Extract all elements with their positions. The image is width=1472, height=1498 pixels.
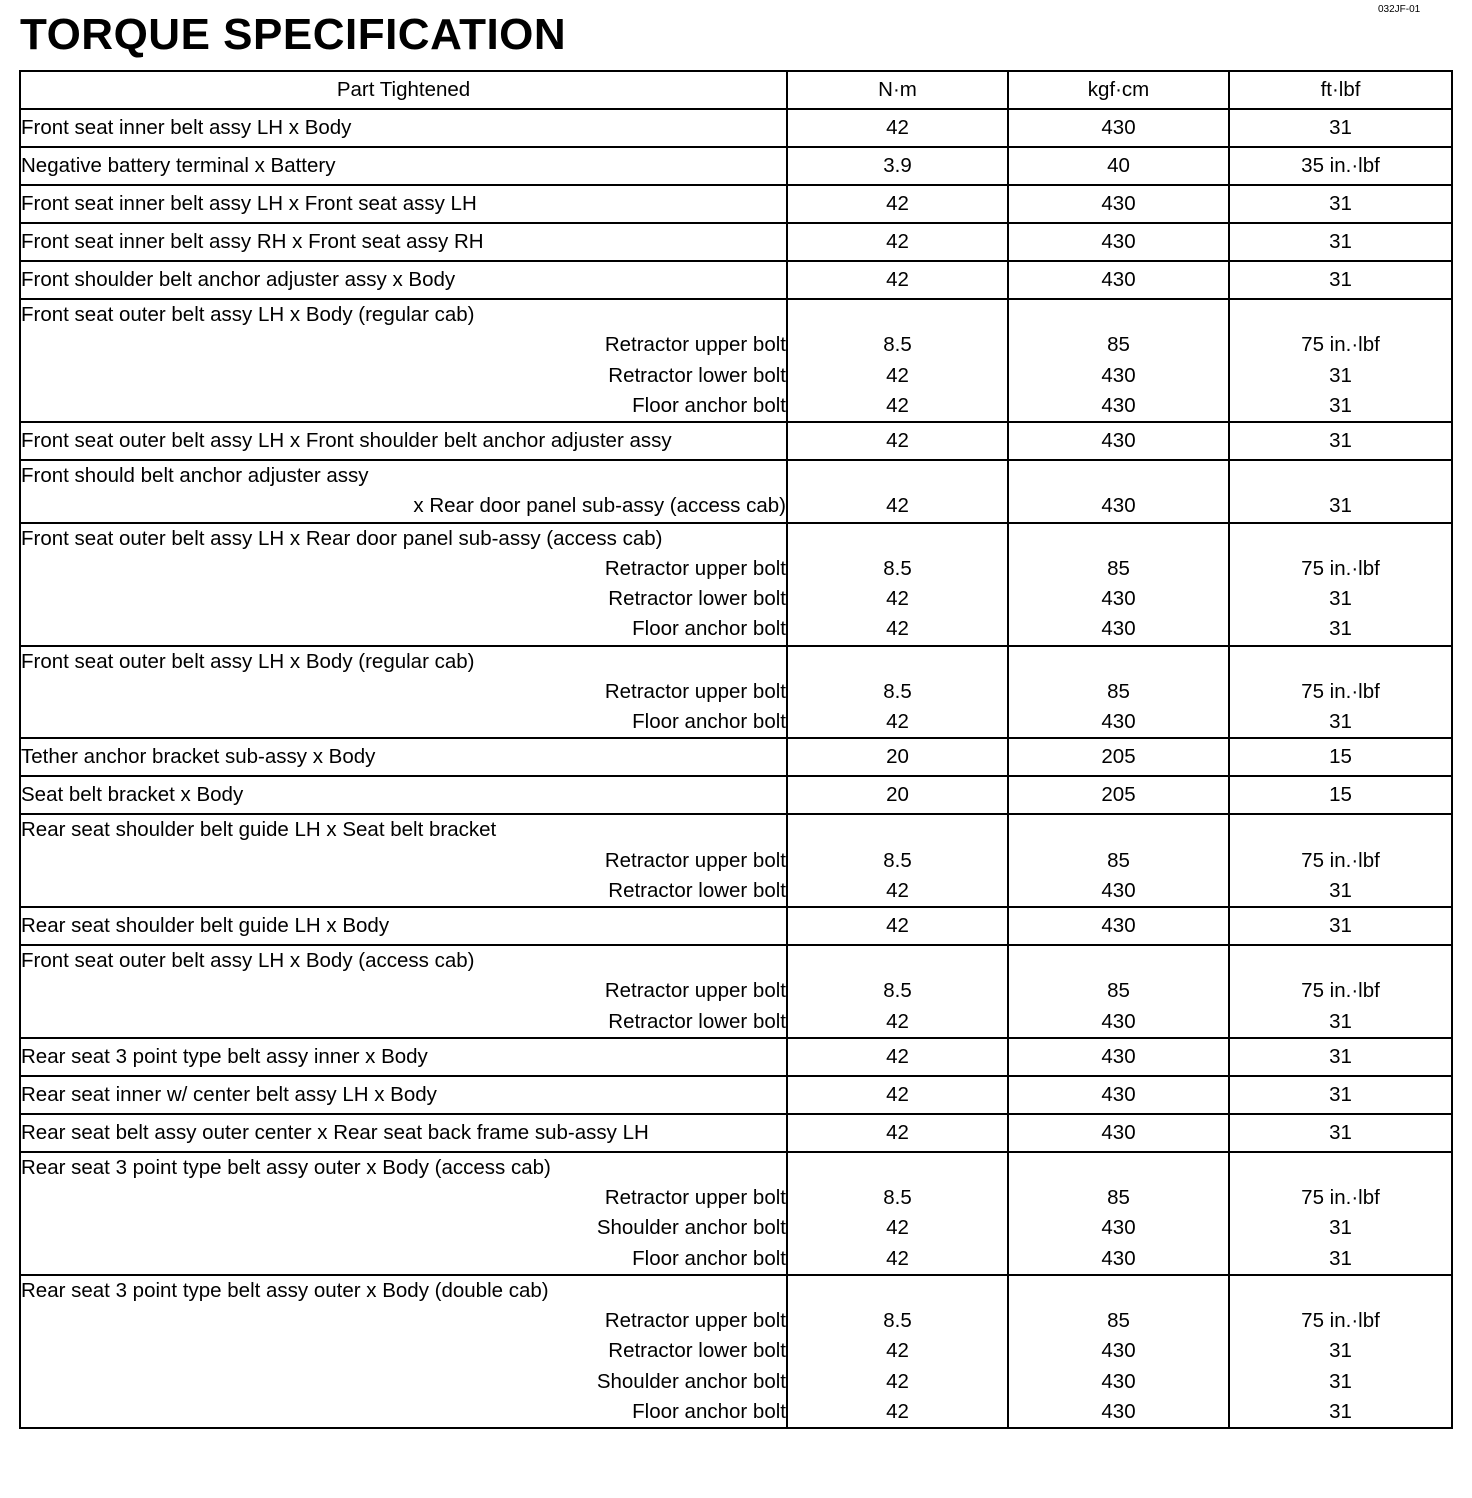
table-row: [20, 1038, 1452, 1076]
part-line: Front shoulder belt anchor adjuster assy x Body: [21, 267, 456, 291]
part-line: Rear seat shoulder belt guide LH x Body: [21, 913, 390, 937]
table-row: [20, 1275, 1452, 1428]
part-cell: [20, 299, 787, 422]
part-line: Front seat outer belt assy LH x Rear door panel sub-assy (access cab): [21, 526, 663, 550]
ft-lbf-cell: [1229, 646, 1452, 739]
table-row: [20, 109, 1452, 147]
kgf-cm-cell: [1008, 907, 1229, 945]
table-header-row: [20, 71, 1452, 109]
part-line: Retractor upper bolt: [604, 556, 786, 580]
kgf-cm-cell: [1008, 738, 1229, 776]
nm-cell: [787, 646, 1008, 739]
ft-lbf-value: [1230, 815, 1451, 845]
ft-lbf-cell: [1229, 299, 1452, 422]
kgf-cm-value: 205: [1101, 783, 1136, 807]
ft-lbf-cell: [1229, 1152, 1452, 1275]
kgf-cm-cell: [1008, 299, 1229, 422]
nm-value: 42: [886, 1246, 909, 1270]
kgf-cm-value: 430: [1101, 1399, 1136, 1423]
ft-lbf-value: 31: [1329, 393, 1352, 417]
nm-cell: [787, 814, 1008, 907]
part-cell: [20, 776, 787, 814]
kgf-cm-value: 430: [1101, 363, 1136, 387]
kgf-cm-cell: [1008, 1152, 1229, 1275]
part-line: Rear seat 3 point type belt assy outer x Body (access cab): [21, 1155, 551, 1179]
part-line: Retractor lower bolt: [608, 878, 786, 902]
nm-value: 42: [886, 1369, 909, 1393]
part-line: Negative battery terminal x Battery: [21, 153, 336, 177]
header-kgf-cm: kgf·cm: [1008, 71, 1229, 109]
kgf-cm-value: [1009, 1153, 1228, 1183]
ft-lbf-cell: [1229, 738, 1452, 776]
nm-value: 42: [886, 617, 909, 641]
ft-lbf-value: 31: [1329, 1216, 1352, 1240]
nm-cell: [787, 185, 1008, 223]
ft-lbf-value: 31: [1329, 428, 1352, 452]
header-ft-lbf: ft·lbf: [1229, 71, 1452, 109]
nm-value: 42: [886, 267, 909, 291]
kgf-cm-value: 430: [1101, 710, 1136, 733]
kgf-cm-value: 430: [1101, 1044, 1136, 1068]
part-line: Retractor upper bolt: [604, 979, 786, 1003]
kgf-cm-cell: [1008, 814, 1229, 907]
part-line: Seat belt bracket x Body: [21, 783, 244, 807]
part-cell: [20, 738, 787, 776]
nm-value: 42: [886, 363, 909, 387]
part-line: Front should belt anchor adjuster assy: [21, 464, 369, 487]
part-line: Front seat outer belt assy LH x Body (regular cab): [21, 303, 475, 326]
torque-spec-table: [19, 70, 1453, 1429]
kgf-cm-value: 40: [1107, 153, 1130, 177]
nm-cell: [787, 147, 1008, 185]
nm-cell: [787, 776, 1008, 814]
nm-cell: [787, 422, 1008, 460]
nm-value: 42: [886, 428, 909, 452]
part-cell: [20, 646, 787, 739]
part-cell: [20, 147, 787, 185]
ft-lbf-cell: [1229, 185, 1452, 223]
ft-lbf-cell: [1229, 907, 1452, 945]
ft-lbf-value: 31: [1329, 115, 1352, 139]
table-row: [20, 945, 1452, 1038]
kgf-cm-value: 430: [1101, 913, 1136, 937]
ft-lbf-value: 31: [1329, 494, 1352, 518]
nm-cell: [787, 1275, 1008, 1428]
ft-lbf-cell: [1229, 1114, 1452, 1152]
table-row: [20, 814, 1452, 907]
table-row: [20, 776, 1452, 814]
part-line: Front seat outer belt assy LH x Body (regular cab): [21, 649, 475, 673]
kgf-cm-value: 85: [1107, 333, 1130, 357]
nm-value: 42: [886, 1044, 909, 1068]
kgf-cm-cell: [1008, 460, 1229, 523]
document-id: 032JF-01: [1378, 4, 1421, 15]
ft-lbf-value: [1230, 461, 1451, 491]
part-line: x Rear door panel sub-assy (access cab): [413, 494, 786, 518]
kgf-cm-value: 85: [1107, 679, 1130, 703]
kgf-cm-value: 430: [1101, 1009, 1136, 1033]
ft-lbf-value: 31: [1329, 1044, 1352, 1068]
kgf-cm-value: 85: [1107, 556, 1130, 580]
kgf-cm-value: 205: [1101, 745, 1136, 769]
nm-value: 8.5: [883, 979, 912, 1003]
part-cell: [20, 422, 787, 460]
ft-lbf-cell: [1229, 1038, 1452, 1076]
kgf-cm-cell: [1008, 1076, 1229, 1114]
part-cell: [20, 814, 787, 907]
kgf-cm-value: 85: [1107, 979, 1130, 1003]
kgf-cm-value: 430: [1101, 229, 1136, 253]
table-row: [20, 1114, 1452, 1152]
nm-cell: [787, 907, 1008, 945]
nm-value: 8.5: [883, 333, 912, 357]
ft-lbf-value: [1230, 1153, 1451, 1183]
nm-cell: [787, 1038, 1008, 1076]
part-cell: [20, 907, 787, 945]
kgf-cm-cell: [1008, 776, 1229, 814]
kgf-cm-cell: [1008, 147, 1229, 185]
ft-lbf-cell: [1229, 1076, 1452, 1114]
header-nm: N·m: [787, 71, 1008, 109]
kgf-cm-value: 430: [1101, 494, 1136, 518]
ft-lbf-value: 31: [1329, 1082, 1352, 1106]
nm-value: 42: [886, 229, 909, 253]
nm-cell: [787, 223, 1008, 261]
nm-value: 42: [886, 115, 909, 139]
table-row: [20, 1152, 1452, 1275]
ft-lbf-value: 31: [1329, 913, 1352, 937]
part-line: Rear seat inner w/ center belt assy LH x Body: [21, 1082, 437, 1106]
part-line: Tether anchor bracket sub-assy x Body: [21, 745, 376, 769]
ft-lbf-value: [1230, 300, 1451, 330]
table-row: [20, 223, 1452, 261]
part-line: Retractor upper bolt: [604, 679, 786, 703]
nm-value: 42: [886, 1339, 909, 1363]
ft-lbf-cell: [1229, 523, 1452, 646]
table-row: [20, 460, 1452, 523]
ft-lbf-value: 31: [1329, 363, 1352, 387]
nm-cell: [787, 1076, 1008, 1114]
part-line: Retractor upper bolt: [604, 333, 786, 357]
kgf-cm-value: [1009, 815, 1228, 845]
ft-lbf-value: 31: [1329, 1369, 1352, 1393]
part-line: Front seat inner belt assy RH x Front seat assy RH: [21, 229, 484, 253]
ft-lbf-value: 31: [1329, 191, 1352, 215]
part-line: Rear seat belt assy outer center x Rear seat back frame sub-assy LH: [21, 1120, 649, 1144]
part-line: Retractor upper bolt: [604, 1309, 786, 1332]
kgf-cm-value: 430: [1101, 1369, 1136, 1393]
part-cell: [20, 185, 787, 223]
kgf-cm-value: [1009, 461, 1228, 491]
kgf-cm-cell: [1008, 945, 1229, 1038]
part-line: Front seat inner belt assy LH x Front seat assy LH: [21, 191, 477, 215]
part-line: Retractor lower bolt: [608, 587, 786, 610]
part-cell: [20, 1038, 787, 1076]
part-line: Floor anchor bolt: [632, 710, 786, 733]
kgf-cm-cell: [1008, 223, 1229, 261]
nm-value: 8.5: [883, 1309, 912, 1332]
kgf-cm-cell: [1008, 109, 1229, 147]
part-line: Front seat inner belt assy LH x Body: [21, 115, 352, 139]
nm-value: 42: [886, 1216, 909, 1240]
kgf-cm-value: [1009, 524, 1228, 554]
nm-value: 42: [886, 1082, 909, 1106]
part-line: Shoulder anchor bolt: [596, 1369, 786, 1393]
nm-value: 42: [886, 710, 909, 733]
ft-lbf-cell: [1229, 109, 1452, 147]
part-line: Rear seat shoulder belt guide LH x Seat belt bracket: [21, 818, 497, 842]
part-cell: [20, 460, 787, 523]
part-line: Retractor lower bolt: [608, 363, 786, 387]
ft-lbf-value: [1230, 1276, 1451, 1306]
ft-lbf-value: 75 in.·lbf: [1301, 333, 1380, 357]
part-cell: [20, 1275, 787, 1428]
ft-lbf-value: 75 in.·lbf: [1301, 979, 1380, 1003]
table-row: [20, 1076, 1452, 1114]
nm-cell: [787, 1114, 1008, 1152]
kgf-cm-value: [1009, 1276, 1228, 1306]
kgf-cm-cell: [1008, 646, 1229, 739]
table-row: [20, 738, 1452, 776]
ft-lbf-value: 31: [1329, 267, 1352, 291]
table-row: [20, 299, 1452, 422]
kgf-cm-value: [1009, 946, 1228, 976]
ft-lbf-cell: [1229, 261, 1452, 299]
kgf-cm-value: 430: [1101, 428, 1136, 452]
nm-value: [788, 300, 1007, 330]
part-line: Rear seat 3 point type belt assy inner x Body: [21, 1044, 428, 1068]
kgf-cm-value: 85: [1107, 848, 1130, 872]
table-row: [20, 185, 1452, 223]
ft-lbf-value: 75 in.·lbf: [1301, 1186, 1380, 1209]
nm-cell: [787, 109, 1008, 147]
ft-lbf-cell: [1229, 814, 1452, 907]
ft-lbf-value: 31: [1329, 1339, 1352, 1363]
kgf-cm-value: 430: [1101, 587, 1136, 610]
kgf-cm-value: 430: [1101, 1246, 1136, 1270]
nm-value: [788, 946, 1007, 976]
table-row: [20, 523, 1452, 646]
nm-value: 42: [886, 393, 909, 417]
kgf-cm-value: 430: [1101, 1082, 1136, 1106]
kgf-cm-cell: [1008, 261, 1229, 299]
nm-value: 42: [886, 1399, 909, 1423]
part-line: Retractor upper bolt: [604, 1186, 786, 1209]
kgf-cm-value: 430: [1101, 115, 1136, 139]
nm-value: 42: [886, 494, 909, 518]
nm-cell: [787, 261, 1008, 299]
ft-lbf-cell: [1229, 422, 1452, 460]
ft-lbf-value: 15: [1329, 745, 1352, 769]
nm-value: 8.5: [883, 1186, 912, 1209]
ft-lbf-value: [1230, 647, 1451, 677]
part-line: Retractor lower bolt: [608, 1339, 786, 1363]
nm-value: 42: [886, 191, 909, 215]
table-row: [20, 422, 1452, 460]
nm-cell: [787, 299, 1008, 422]
part-cell: [20, 109, 787, 147]
kgf-cm-value: 430: [1101, 393, 1136, 417]
ft-lbf-value: 35 in.·lbf: [1301, 153, 1380, 177]
part-cell: [20, 1152, 787, 1275]
part-cell: [20, 523, 787, 646]
ft-lbf-cell: [1229, 776, 1452, 814]
ft-lbf-cell: [1229, 945, 1452, 1038]
table-row: [20, 646, 1452, 739]
kgf-cm-cell: [1008, 185, 1229, 223]
ft-lbf-value: [1230, 946, 1451, 976]
table-row: [20, 147, 1452, 185]
part-line: Floor anchor bolt: [632, 1399, 786, 1423]
kgf-cm-cell: [1008, 1275, 1229, 1428]
part-cell: [20, 1076, 787, 1114]
part-cell: [20, 223, 787, 261]
kgf-cm-cell: [1008, 1114, 1229, 1152]
kgf-cm-value: 85: [1107, 1309, 1130, 1332]
ft-lbf-value: 75 in.·lbf: [1301, 848, 1380, 872]
nm-value: [788, 524, 1007, 554]
ft-lbf-cell: [1229, 223, 1452, 261]
part-line: Retractor upper bolt: [604, 848, 786, 872]
nm-cell: [787, 945, 1008, 1038]
nm-value: [788, 1276, 1007, 1306]
kgf-cm-value: 430: [1101, 1339, 1136, 1363]
kgf-cm-value: 430: [1101, 1120, 1136, 1144]
nm-value: 42: [886, 878, 909, 902]
ft-lbf-value: 75 in.·lbf: [1301, 556, 1380, 580]
part-line: Rear seat 3 point type belt assy outer x Body (double cab): [21, 1278, 549, 1302]
nm-cell: [787, 460, 1008, 523]
kgf-cm-value: 430: [1101, 1216, 1136, 1240]
nm-value: [788, 1153, 1007, 1183]
nm-value: 42: [886, 1120, 909, 1144]
kgf-cm-value: 430: [1101, 267, 1136, 291]
kgf-cm-value: [1009, 300, 1228, 330]
ft-lbf-value: 31: [1329, 617, 1352, 641]
ft-lbf-cell: [1229, 1275, 1452, 1428]
kgf-cm-value: 430: [1101, 191, 1136, 215]
kgf-cm-cell: [1008, 422, 1229, 460]
nm-value: 42: [886, 587, 909, 610]
part-line: Floor anchor bolt: [632, 617, 786, 641]
ft-lbf-value: 31: [1329, 1009, 1352, 1033]
kgf-cm-value: 430: [1101, 617, 1136, 641]
header-part-tightened: Part Tightened: [20, 71, 787, 109]
ft-lbf-value: 31: [1329, 587, 1352, 610]
kgf-cm-value: 85: [1107, 1186, 1130, 1209]
nm-cell: [787, 738, 1008, 776]
part-cell: [20, 261, 787, 299]
part-line: Front seat outer belt assy LH x Front shoulder belt anchor adjuster assy: [21, 428, 672, 452]
ft-lbf-value: 75 in.·lbf: [1301, 679, 1380, 703]
table-row: [20, 907, 1452, 945]
nm-cell: [787, 1152, 1008, 1275]
ft-lbf-value: 31: [1329, 710, 1352, 733]
ft-lbf-value: 31: [1329, 229, 1352, 253]
nm-value: 42: [886, 1009, 909, 1033]
kgf-cm-cell: [1008, 523, 1229, 646]
part-line: Shoulder anchor bolt: [596, 1216, 786, 1240]
ft-lbf-value: 31: [1329, 1120, 1352, 1144]
kgf-cm-value: [1009, 647, 1228, 677]
ft-lbf-value: [1230, 524, 1451, 554]
nm-value: [788, 647, 1007, 677]
part-line: Floor anchor bolt: [632, 393, 786, 417]
nm-value: 8.5: [883, 848, 912, 872]
kgf-cm-cell: [1008, 1038, 1229, 1076]
nm-value: [788, 815, 1007, 845]
part-line: Retractor lower bolt: [608, 1009, 786, 1033]
nm-value: 20: [886, 783, 909, 807]
ft-lbf-value: 31: [1329, 1399, 1352, 1423]
nm-value: 8.5: [883, 556, 912, 580]
nm-cell: [787, 523, 1008, 646]
nm-value: 3.9: [883, 153, 912, 177]
part-cell: [20, 1114, 787, 1152]
table-body: [20, 109, 1452, 1428]
nm-value: 20: [886, 745, 909, 769]
ft-lbf-value: 75 in.·lbf: [1301, 1309, 1380, 1332]
nm-value: 8.5: [883, 679, 912, 703]
nm-value: 42: [886, 913, 909, 937]
table-row: [20, 261, 1452, 299]
ft-lbf-value: 31: [1329, 878, 1352, 902]
kgf-cm-value: 430: [1101, 878, 1136, 902]
ft-lbf-cell: [1229, 147, 1452, 185]
part-line: Front seat outer belt assy LH x Body (access cab): [21, 949, 475, 972]
ft-lbf-value: 15: [1329, 783, 1352, 807]
part-line: Floor anchor bolt: [632, 1246, 786, 1270]
ft-lbf-value: 31: [1329, 1246, 1352, 1270]
page-title: TORQUE SPECIFICATION: [20, 10, 567, 59]
part-cell: [20, 945, 787, 1038]
nm-value: [788, 461, 1007, 491]
ft-lbf-cell: [1229, 460, 1452, 523]
